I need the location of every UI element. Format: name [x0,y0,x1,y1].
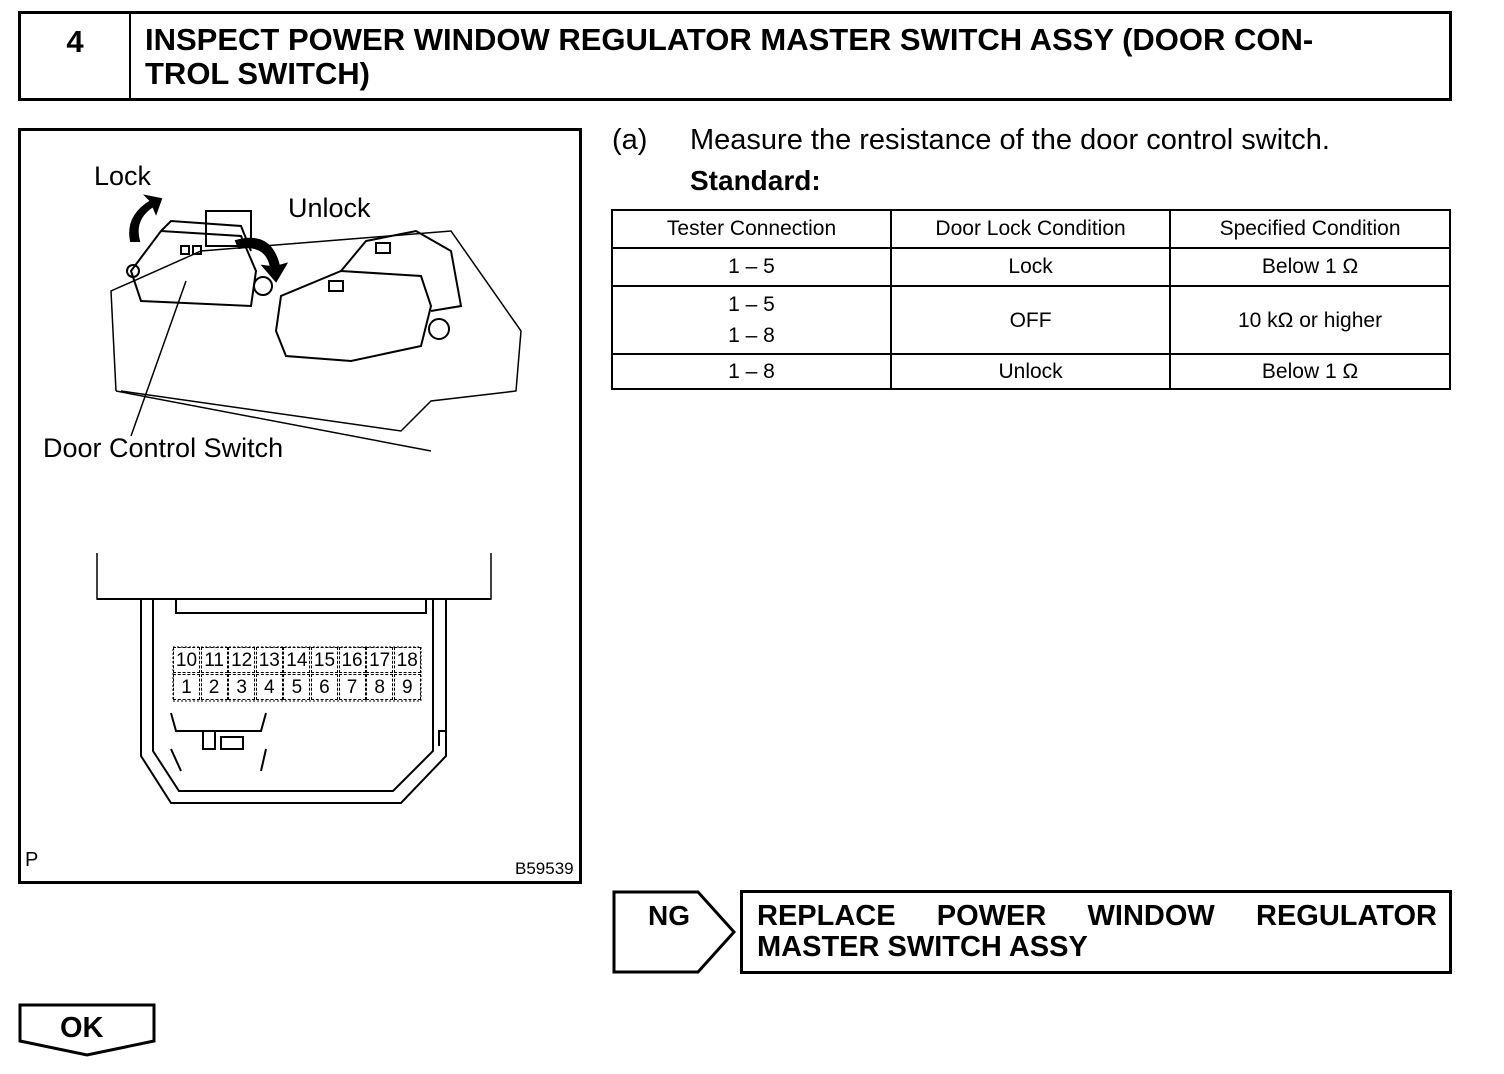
cell-condition: Unlock [891,354,1170,389]
cell-condition: Lock [891,248,1170,286]
connector-pin: 14 [283,647,310,673]
table-header-door-lock-condition: Door Lock Condition [891,210,1170,248]
connector-pin: 15 [311,647,338,673]
cell-connection: 1 – 8 [612,354,891,389]
cell-connection-line1: 1 – 5 [728,293,775,316]
ng-result-word: REGULATOR [1256,900,1437,932]
connector-pin: 7 [339,674,366,700]
connector-pin: 16 [339,647,366,673]
cell-condition: OFF [891,286,1170,354]
connector-pin: 3 [228,674,255,700]
connector-pins-top [173,647,421,673]
ng-result-box [740,890,1452,974]
standard-table [611,209,1451,390]
table-header-row [612,210,1450,248]
step-number: 4 [21,14,131,98]
connector-pin: 8 [366,674,393,700]
ok-label: OK [60,1012,104,1044]
cell-connection [612,286,891,354]
connector-pins-bottom [173,674,421,700]
step-title: INSPECT POWER WINDOW REGULATOR MASTER SWITCH ASSY (DOOR CON- TROL SWITCH) [145,22,1314,91]
table-row [612,354,1450,389]
figure-corner-letter: P [25,849,39,871]
step-a-text: Measure the resistance of the door control switch. [690,124,1330,156]
table-header-specified-condition: Specified Condition [1170,210,1450,248]
connector-pin: 1 [173,674,200,700]
step-header [18,11,1452,101]
cell-specified: Below 1 Ω [1170,248,1450,286]
connector-pin: 5 [283,674,310,700]
ng-result-word: POWER [936,900,1047,932]
door-control-switch-label: Door Control Switch [43,433,284,463]
table-header-tester-connection: Tester Connection [612,210,891,248]
step-a-letter: (a) [612,124,648,156]
connector-pin: 6 [311,674,338,700]
table-row [612,248,1450,286]
cell-connection: 1 – 5 [612,248,891,286]
switch-illustration [21,131,579,881]
connector-pin: 9 [394,674,421,700]
connector-pin: 11 [201,647,228,673]
figure-code: B59539 [515,859,574,878]
ng-label: NG [648,900,690,931]
connector-pin: 17 [366,647,393,673]
ng-result-line1 [757,901,1437,932]
connector-pin: 4 [256,674,283,700]
connector-pin: 2 [201,674,228,700]
ng-result-word: REPLACE [757,900,896,932]
lock-label: Lock [94,161,152,191]
connector-pin: 10 [173,647,200,673]
table-row [612,286,1450,354]
cell-specified: 10 kΩ or higher [1170,286,1450,354]
connector-pin: 13 [256,647,283,673]
connector-pin: 12 [228,647,255,673]
standard-label: Standard: [690,165,821,196]
cell-specified: Below 1 Ω [1170,354,1450,389]
ng-result-word: WINDOW [1087,900,1215,932]
unlock-label: Unlock [288,193,371,223]
cell-connection-line2: 1 – 8 [728,324,775,347]
connector-pin: 18 [394,647,421,673]
ng-result-text [757,901,1437,963]
switch-figure [18,128,582,884]
ng-result-line2: MASTER SWITCH ASSY [757,931,1088,963]
